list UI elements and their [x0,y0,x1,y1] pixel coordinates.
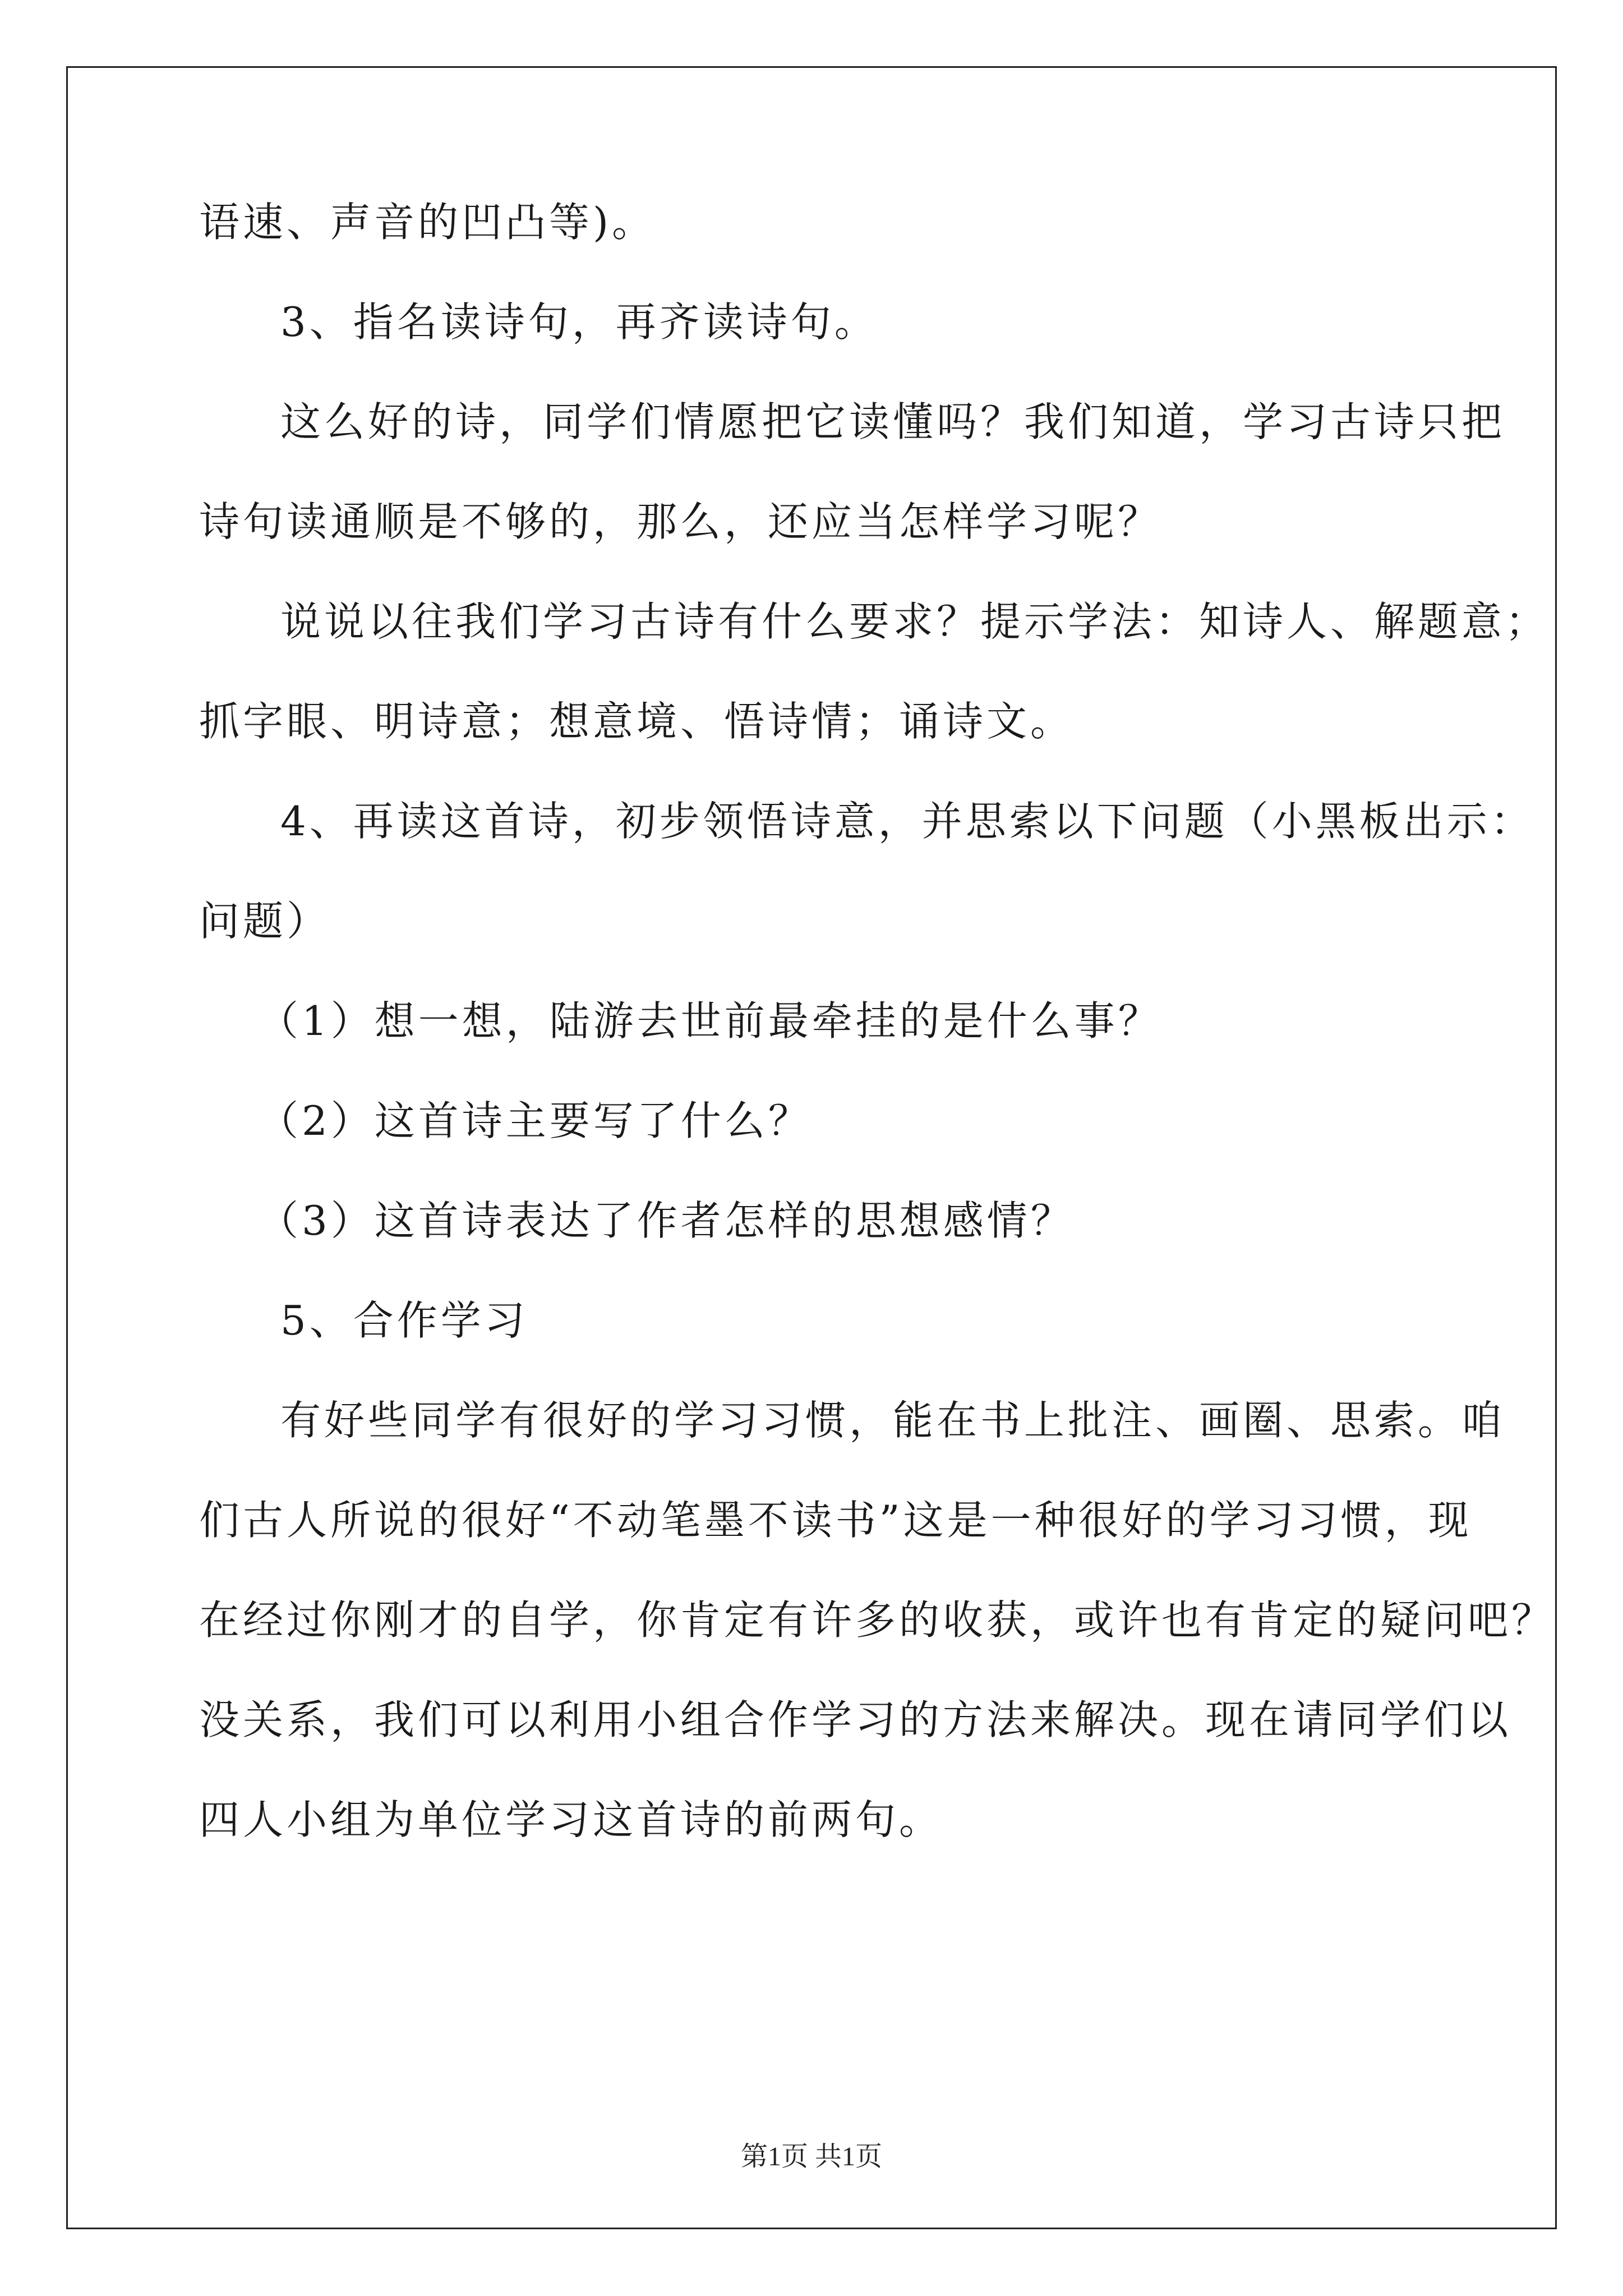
text-line: 有好些同学有很好的学习习惯，能在书上批注、画圈、思索。咱 [280,1397,1506,1444]
page-border [66,66,1557,2229]
text-line: 问题） [199,898,331,945]
text-line: 4、再读这首诗，初步领悟诗意，并思索以下问题（小黑板出示： [280,798,1534,845]
text-line: 5、合作学习 [280,1297,528,1344]
text-line: 在经过你刚才的自学，你肯定有许多的收获，或许也有肯定的疑问吧？ [199,1596,1556,1644]
text-line: （3）这首诗表达了作者怎样的思想感情？ [258,1197,1075,1244]
text-line: 语速、声音的凹凸等)。 [199,199,656,246]
page-number: 第1页 共1页 [740,2142,882,2171]
text-line: 四人小组为单位学习这首诗的前两句。 [199,1796,943,1843]
text-line: 诗句读通顺是不够的，那么，还应当怎样学习呢？ [199,498,1162,545]
text-line: （1）想一想，陆游去世前最牵挂的是什么事？ [258,997,1162,1045]
text-line: （2）这首诗主要写了什么？ [258,1097,812,1144]
text-line: 说说以往我们学习古诗有什么要求？提示学法：知诗人、解题意； [280,598,1550,645]
text-line: 3、指名读诗句，再齐读诗句。 [280,298,878,346]
text-line: 这么好的诗，同学们情愿把它读懂吗？我们知道，学习古诗只把 [280,398,1506,445]
text-line: 抓字眼、明诗意；想意境、悟诗情；诵诗文。 [199,698,1075,745]
text-line: 没关系，我们可以利用小组合作学习的方法来解决。现在请同学们以 [199,1696,1512,1743]
text-line: 们古人所说的很好“不动笔墨不读书”这是一种很好的学习习惯，现 [199,1497,1472,1544]
